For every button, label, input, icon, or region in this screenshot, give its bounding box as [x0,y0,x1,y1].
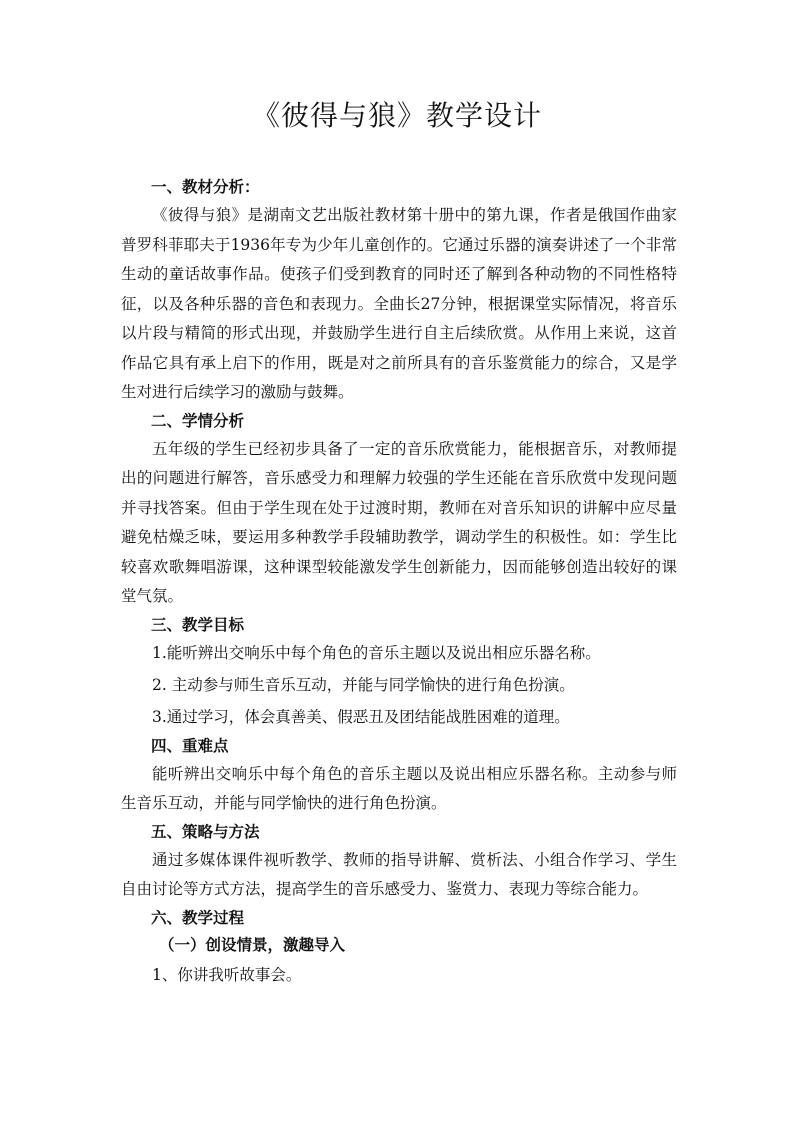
section-heading-student-analysis: 二、学情分析 [151,410,245,430]
section-heading-objectives: 三、教学目标 [151,614,245,634]
section-paragraph-materials: 《彼得与狼》是湖南文艺出版社教材第十册中的第九课，作者是俄国作曲家普罗科菲耶夫于1936年专为少年儿童创作的。它通过乐器的演奏讲述了一个非常生动的童话故事作品。使孩子们受到教育的同时还了解到各种动物的不同性格特征，以及各种乐器的音色和表现力。全曲长27分钟，根据课堂实际情况，将音乐以片段与精简的形式出现，并鼓励学生进行自主后续欣赏。从作用上来说，这首作品它具有承上启下的作用，既是对之前所具有的音乐鉴赏能力的综合，又是学生对进行后续学习的激励与鼓舞。 [121,206,677,401]
section-heading-key-points: 四、重难点 [151,735,229,755]
process-item: 1、你讲我听故事会。 [152,965,302,984]
document-body [121,174,677,991]
objective-item: 2. 主动参与师生音乐互动，并能与同学愉快的进行角色扮演。 [152,675,575,694]
objective-item: 1.能听辨出交响乐中每个角色的音乐主题以及说出相应乐器名称。 [152,643,601,662]
section-heading-process: 六、教学过程 [151,907,245,927]
process-subheading: （一）创设情景，激趣导入 [159,934,346,954]
section-heading-methods: 五、策略与方法 [151,821,260,841]
objective-item: 3.通过学习，体会真善美、假恶丑及团结能战胜困难的道理。 [152,707,570,726]
section-paragraph-methods: 通过多媒体课件视听教学、教师的指导讲解、赏析法、小组合作学习、学生自由讨论等方式方法，提高学生的音乐感受力、鉴赏力、表现力等综合能力。 [121,850,677,898]
section-heading-materials: 一、教材分析： [151,177,260,196]
section-paragraph-student-analysis: 五年级的学生已经初步具备了一定的音乐欣赏能力，能根据音乐，对教师提出的问题进行解答，音乐感受力和理解力较强的学生还能在音乐欣赏中发现问题并寻找答案。但由于学生现在处于过渡时期，教师在对音乐知识的讲解中应尽量避免枯燥乏味，要运用多种教学手段辅助教学，调动学生的积极性。如：学生比较喜欢歌舞唱游课，这种课型较能激发学生创新能力，因而能够创造出较好的课堂气氛。 [121,439,677,605]
section-paragraph-key-points: 能听辨出交响乐中每个角色的音乐主题以及说出相应乐器名称。主动参与师生音乐互动，并能与同学愉快的进行角色扮演。 [121,764,677,812]
document-title: 《彼得与狼》教学设计 [251,99,542,132]
